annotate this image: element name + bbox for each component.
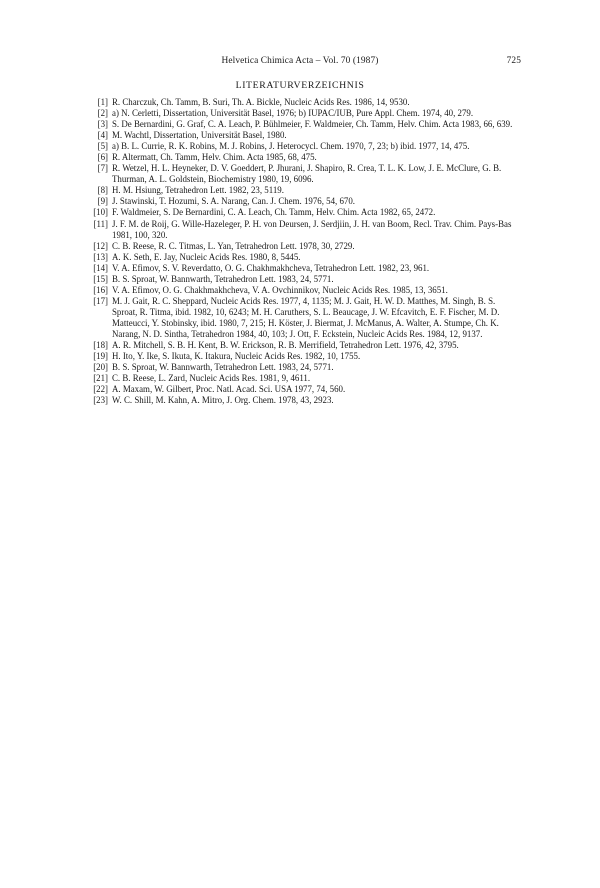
- reference-number: [17]: [93, 295, 108, 306]
- reference-text: F. Waldmeier, S. De Bernardini, C. A. Leach, Ch. Tamm, Helv. Chim. Acta 1982, 65, 2472.: [112, 207, 436, 218]
- reference-text: R. Wetzel, H. L. Heyneker, D. V. Goeddert, P. Jhurani, J. Shapiro, R. Crea, T. L. K. Low, J. E. McClure, G. B. Thurman, A. L. Goldstein, Biochemistry 1980, 19, 6096.: [112, 163, 502, 185]
- reference-item: [79, 340, 521, 351]
- reference-text: A. Maxam, W. Gilbert, Proc. Natl. Acad. Sci. USA 1977, 74, 560.: [112, 384, 346, 395]
- reference-item: [79, 274, 521, 285]
- reference-item: [79, 373, 521, 384]
- reference-item: [79, 351, 521, 362]
- reference-item: [79, 141, 521, 152]
- reference-number: [6]: [97, 152, 108, 163]
- reference-item: [79, 252, 521, 263]
- reference-item: [79, 285, 521, 296]
- reference-item: [79, 263, 521, 274]
- reference-text: V. A. Efimov, O. G. Chakhmakhcheva, V. A. Ovchinnikov, Nucleic Acids Res. 1985, 13, 3651.: [112, 284, 448, 295]
- reference-text: A. R. Mitchell, S. B. H. Kent, B. W. Erickson, R. B. Merrifield, Tetrahedron Lett. 1976, 42, 3795.: [112, 340, 459, 351]
- reference-item: [79, 108, 521, 119]
- reference-number: [19]: [93, 351, 108, 362]
- reference-text: M. J. Gait, R. C. Sheppard, Nucleic Acids Res. 1977, 4, 1135; M. J. Gait, H. W. D. Matthes, M. Singh, B. S. Sproat, R. Titma, ibid. 1982, 10, 6243; M. H. Caruthers, S. L. Beaucage, J. W. Efcavitch, E. F. Fischer, M. D. Matteucci, Y. Stobinsky, ibid. 1980, 7, 215; H. Köster, J. Biermat, J. McManus, A. Walter, A. Stumpe, Ch. K. Narang, N. D. Sintha, Tetrahedron 1984, 40, 103; J. Ott, F. Eckstein, Nucleic Acids Res. 1984, 12, 9137.: [112, 295, 500, 339]
- reference-number: [14]: [93, 262, 108, 273]
- reference-text: C. B. Reese, L. Zard, Nucleic Acids Res. 1981, 9, 4611.: [112, 373, 311, 384]
- reference-item: [79, 241, 521, 252]
- reference-item: [79, 119, 521, 130]
- reference-item: [79, 207, 521, 218]
- reference-text: M. Wachtl, Dissertation, Universität Basel, 1980.: [112, 130, 287, 141]
- reference-text: H. Ito, Y. Ike, S. Ikuta, K. Itakura, Nucleic Acids Res. 1982, 10, 1755.: [112, 351, 361, 362]
- reference-number: [16]: [93, 284, 108, 295]
- reference-number: [11]: [93, 218, 108, 229]
- reference-number: [1]: [97, 97, 108, 107]
- reference-item: [79, 296, 521, 340]
- reference-item: [79, 362, 521, 373]
- reference-item: [79, 384, 521, 395]
- reference-item: [79, 152, 521, 163]
- reference-text: J. F. M. de Roij, G. Wille-Hazeleger, P. H. von Deursen, J. Serdjiin, J. H. van Boom, Recl. Trav. Chim. Pays-Bas 1981, 100, 320.: [112, 218, 512, 240]
- reference-text: A. K. Seth, E. Jay, Nucleic Acids Res. 1980, 8, 5445.: [112, 251, 301, 262]
- reference-number: [13]: [93, 251, 108, 262]
- reference-number: [21]: [93, 373, 108, 384]
- reference-text: V. A. Efimov, S. V. Reverdatto, O. G. Chakhmakhcheva, Tetrahedron Lett. 1982, 23, 961.: [112, 262, 430, 273]
- section-title: LITERATURVERZEICHNIS: [235, 80, 365, 91]
- reference-number: [22]: [93, 384, 108, 395]
- reference-text: H. M. Hsiung, Tetrahedron Lett. 1982, 23, 5119.: [112, 185, 284, 196]
- reference-number: [20]: [93, 362, 108, 373]
- reference-text: R. Charczuk, Ch. Tamm, B. Suri, Th. A. Bickle, Nucleic Acids Res. 1986, 14, 9530.: [112, 97, 410, 107]
- reference-number: [15]: [93, 273, 108, 284]
- page-number: 725: [506, 56, 521, 66]
- reference-number: [4]: [97, 130, 108, 141]
- reference-number: [12]: [93, 240, 108, 251]
- reference-item: [79, 196, 521, 207]
- reference-text: R. Altermatt, Ch. Tamm, Helv. Chim. Acta 1985, 68, 475.: [112, 152, 317, 163]
- reference-text: B. S. Sproat, W. Bannwarth, Tetrahedron Lett. 1983, 24, 5771.: [112, 362, 334, 373]
- reference-item: [79, 219, 521, 241]
- reference-item: [79, 185, 521, 196]
- reference-text: a) N. Cerletti, Dissertation, Universität Basel, 1976; b) IUPAC/IUB, Pure Appl. Chem. 1974, 40, 279.: [112, 108, 474, 119]
- reference-text: J. Stawinski, T. Hozumi, S. A. Narang, Can. J. Chem. 1976, 54, 670.: [112, 196, 355, 207]
- reference-text: a) B. L. Currie, R. K. Robins, M. J. Robins, J. Heterocycl. Chem. 1970, 7, 23; b) ibid. 1977, 14, 475.: [112, 141, 470, 152]
- reference-number: [18]: [93, 340, 108, 351]
- reference-text: C. B. Reese, R. C. Titmas, L. Yan, Tetrahedron Lett. 1978, 30, 2729.: [112, 240, 355, 251]
- reference-number: [9]: [97, 196, 108, 207]
- reference-text: B. S. Sproat, W. Bannwarth, Tetrahedron Lett. 1983, 24, 5771.: [112, 273, 334, 284]
- reference-item: [79, 130, 521, 141]
- reference-number: [23]: [93, 395, 108, 406]
- reference-number: [5]: [97, 141, 108, 152]
- reference-number: [10]: [93, 207, 108, 218]
- reference-list: [79, 97, 521, 406]
- reference-text: W. C. Shill, M. Kahn, A. Mitro, J. Org. Chem. 1978, 43, 2923.: [112, 395, 334, 406]
- reference-item: [79, 163, 521, 185]
- reference-text: S. De Bernardini, G. Graf, C. A. Leach, P. Bühlmeier, F. Waldmeier, Ch. Tamm, Helv. Chim. Acta 1983, 66, 639.: [112, 119, 513, 130]
- reference-number: [2]: [97, 108, 108, 119]
- reference-item: [79, 395, 521, 406]
- reference-number: [7]: [97, 163, 108, 174]
- reference-item: [79, 97, 521, 108]
- journal-header: Helvetica Chimica Acta – Vol. 70 (1987): [221, 56, 379, 66]
- reference-number: [8]: [97, 185, 108, 196]
- reference-number: [3]: [97, 119, 108, 130]
